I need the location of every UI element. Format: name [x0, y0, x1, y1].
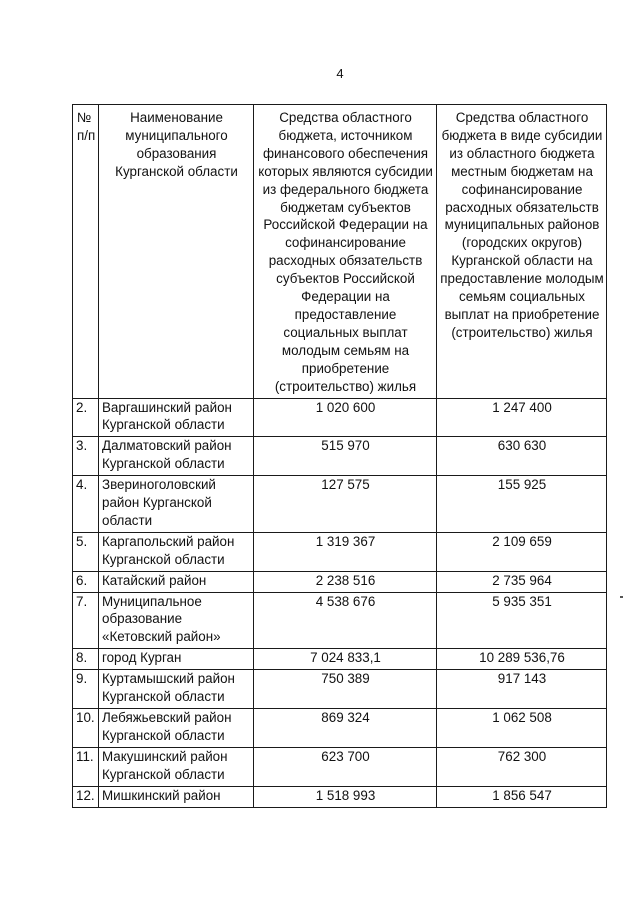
federal-funds-cell: 2 238 516	[254, 571, 437, 592]
page-number: 4	[336, 66, 344, 81]
row-number-cell: 7.	[73, 592, 99, 649]
regional-funds-cell: 1 856 547	[437, 786, 607, 807]
municipality-name-cell: Варгашинский район Курганской области	[99, 398, 254, 437]
regional-funds-cell: 155 925	[437, 476, 607, 533]
row-number-cell: 11.	[73, 747, 99, 786]
regional-funds-cell: 917 143	[437, 670, 607, 709]
federal-funds-cell: 869 324	[254, 709, 437, 748]
regional-funds-cell: 2 109 659	[437, 532, 607, 571]
municipality-name-cell: Муниципальное образование «Кетовский район»	[99, 592, 254, 649]
regional-funds-cell: 2 735 964	[437, 571, 607, 592]
federal-funds-cell: 623 700	[254, 747, 437, 786]
federal-funds-cell: 750 389	[254, 670, 437, 709]
federal-funds-cell: 4 538 676	[254, 592, 437, 649]
table-row	[73, 786, 607, 807]
municipality-name-cell: Катайский район	[99, 571, 254, 592]
header-regional-funds: Средства областного бюджета в виде субсидии из областного бюджета местным бюджетам на софинансирование расходных обязательств муниципальных районов (городских округов) Курганской области на предоставление молодым семьям социальных выплат на приобретение (строительство) жилья	[437, 105, 607, 399]
row-number-cell: 2.	[73, 398, 99, 437]
row-number-cell: 6.	[73, 571, 99, 592]
row-number-cell: 12.	[73, 786, 99, 807]
municipality-name-cell: Мишкинский район	[99, 786, 254, 807]
municipality-name-cell: Лебяжьевский район Курганской области	[99, 709, 254, 748]
table-row	[73, 437, 607, 476]
table-row	[73, 476, 607, 533]
row-number-cell: 3.	[73, 437, 99, 476]
table-body	[73, 398, 607, 807]
table-header	[73, 105, 607, 399]
table-row	[73, 649, 607, 670]
table-row	[73, 670, 607, 709]
regional-funds-cell: 1 062 508	[437, 709, 607, 748]
header-number: № п/п	[73, 105, 99, 399]
row-number-cell: 9.	[73, 670, 99, 709]
table-row	[73, 398, 607, 437]
table-row	[73, 571, 607, 592]
municipality-name-cell: Звериноголовский район Курганской области	[99, 476, 254, 533]
row-number-cell: 4.	[73, 476, 99, 533]
municipality-name-cell: Каргапольский район Курганской области	[99, 532, 254, 571]
header-row	[73, 105, 607, 399]
row-number-cell: 10.	[73, 709, 99, 748]
subsidy-table	[72, 104, 607, 808]
municipality-name-cell: Макушинский район Курганской области	[99, 747, 254, 786]
federal-funds-cell: 1 020 600	[254, 398, 437, 437]
federal-funds-cell: 515 970	[254, 437, 437, 476]
federal-funds-cell: 127 575	[254, 476, 437, 533]
scan-artifact	[620, 596, 623, 598]
municipality-name-cell: Далматовский район Курганской области	[99, 437, 254, 476]
header-federal-funds: Средства областного бюджета, источником финансового обеспечения которых являются субсидии из федерального бюджета бюджетам субъектов Российской Федерации на софинансирование расходных обязательств субъектов Российской Федерации на предоставление социальных выплат молодым семьям на приобретение (строительство) жилья	[254, 105, 437, 399]
header-municipality: Наименование муниципального образования Курганской области	[99, 105, 254, 399]
regional-funds-cell: 762 300	[437, 747, 607, 786]
federal-funds-cell: 1 319 367	[254, 532, 437, 571]
table-row	[73, 709, 607, 748]
table-row	[73, 592, 607, 649]
regional-funds-cell: 630 630	[437, 437, 607, 476]
federal-funds-cell: 1 518 993	[254, 786, 437, 807]
row-number-cell: 5.	[73, 532, 99, 571]
regional-funds-cell: 10 289 536,76	[437, 649, 607, 670]
regional-funds-cell: 5 935 351	[437, 592, 607, 649]
table-row	[73, 747, 607, 786]
municipality-name-cell: город Курган	[99, 649, 254, 670]
municipality-name-cell: Куртамышский район Курганской области	[99, 670, 254, 709]
row-number-cell: 8.	[73, 649, 99, 670]
regional-funds-cell: 1 247 400	[437, 398, 607, 437]
federal-funds-cell: 7 024 833,1	[254, 649, 437, 670]
table-row	[73, 532, 607, 571]
